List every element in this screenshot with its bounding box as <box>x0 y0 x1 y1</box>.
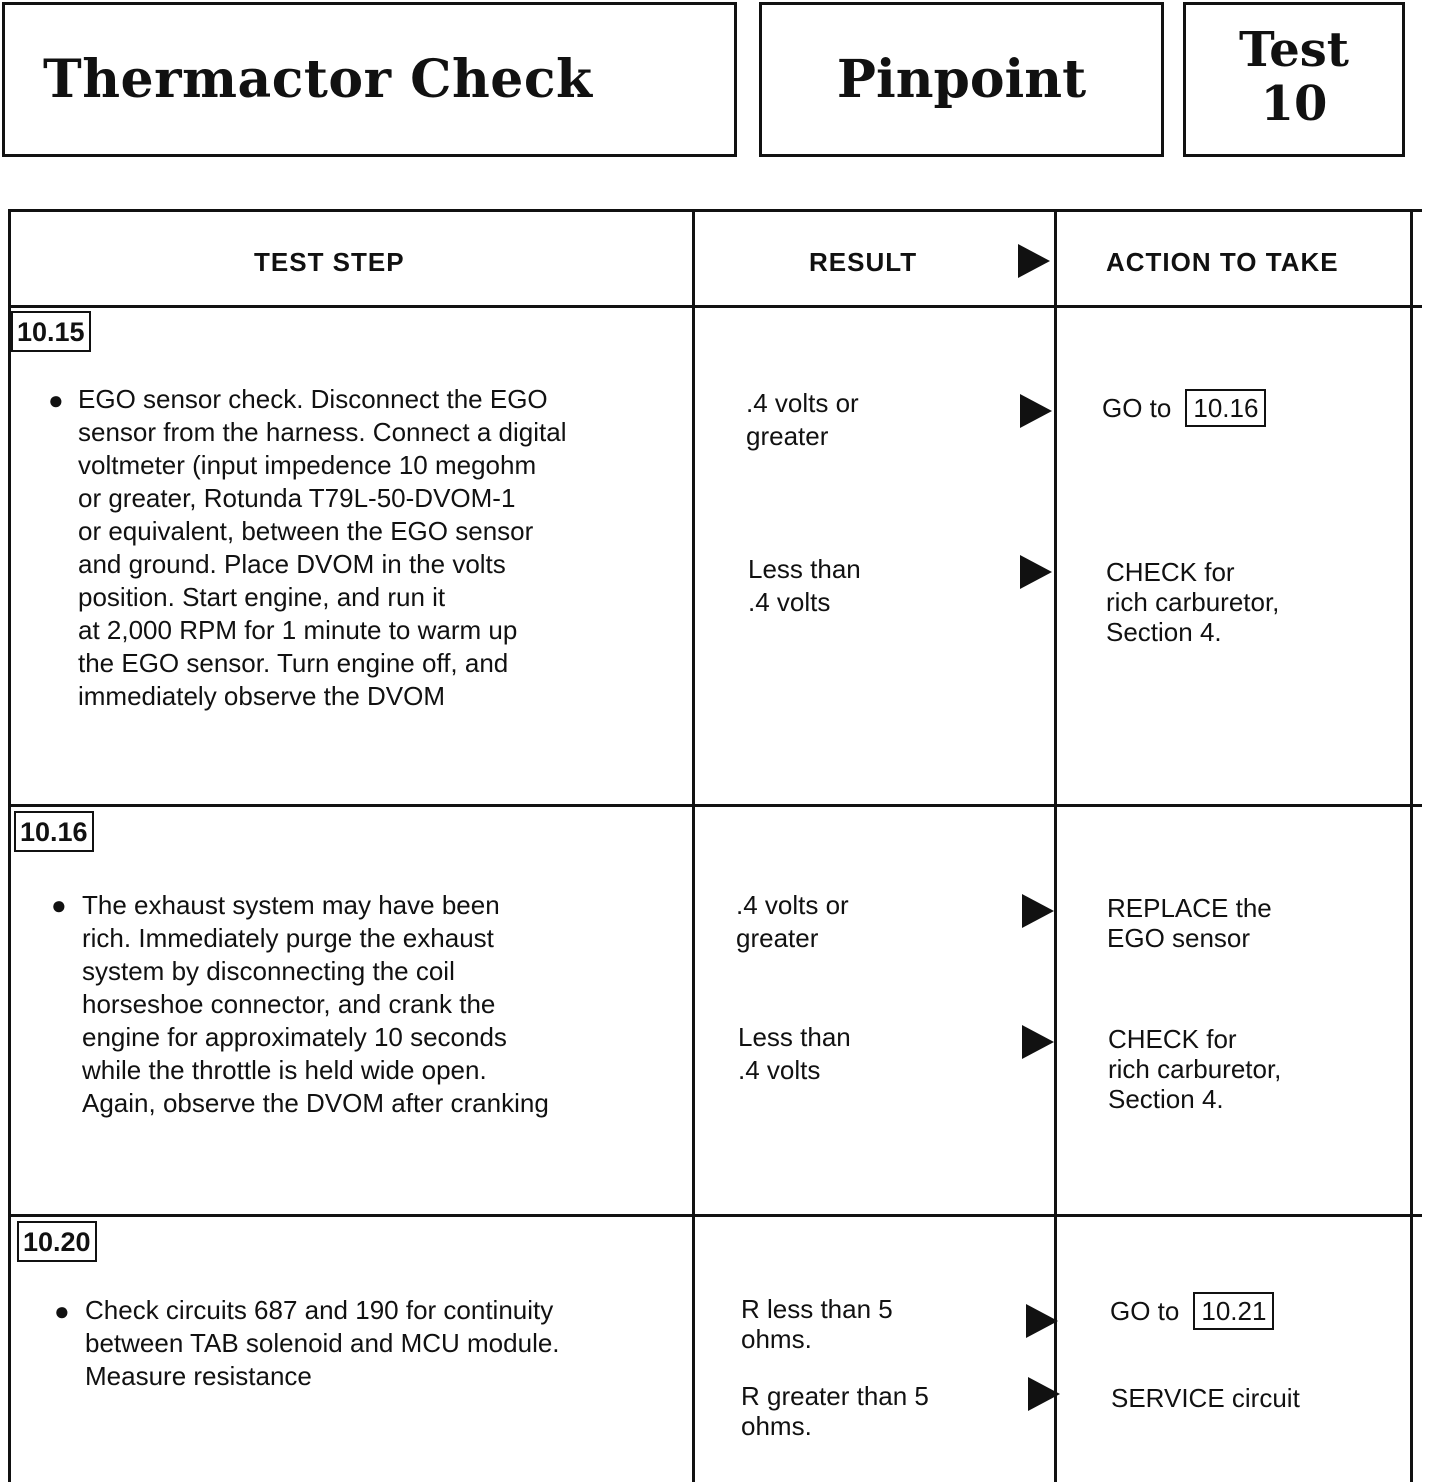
result-text: Less than .4 volts <box>748 554 861 617</box>
column-header-result: RESULT <box>809 247 918 277</box>
page-subtitle: Pinpoint <box>836 49 1087 110</box>
arrow-icon <box>1020 555 1052 589</box>
action-text: CHECK for rich carburetor, Section 4. <box>1106 557 1280 647</box>
step-instructions: The exhaust system may have been rich. Immediately purge the exhaust system by disconnecting the coil horseshoe connector, and crank the engine for approximately 10 seconds while the throttle is held wide open. Again, observe the DVOM after cranking <box>82 890 549 1118</box>
arrow-icon <box>1020 394 1052 428</box>
bullet-icon: ● <box>51 890 67 920</box>
step-instructions: EGO sensor check. Disconnect the EGO sensor from the harness. Connect a digital voltmeter (input impedence 10 megohm or greater, Rotunda T79L-50-DVOM-1 or equivalent, between the EGO sensor and ground. Place DVOM in the volts position. Start engine, and run it at 2,000 RPM for 1 minute to warm up the EGO sensor. Turn engine off, and immediately observe the DVOM <box>78 384 567 711</box>
arrow-icon <box>1026 1304 1058 1338</box>
test-number-box <box>1183 2 1405 157</box>
row-divider-1 <box>8 804 1422 807</box>
arrow-icon <box>1022 894 1054 928</box>
bullet-icon: ● <box>54 1296 70 1326</box>
row-divider-2 <box>8 1214 1422 1217</box>
action-text: SERVICE circuit <box>1111 1383 1300 1413</box>
result-text: Less than .4 volts <box>738 1022 851 1085</box>
subtitle-box <box>759 2 1164 157</box>
table-left-border <box>8 209 11 1482</box>
result-text: R greater than 5 ohms. <box>741 1381 929 1441</box>
table-right-border <box>1410 209 1413 1482</box>
arrow-icon <box>1028 1377 1060 1411</box>
header-arrow-icon <box>1018 244 1050 278</box>
action-text <box>1102 389 1266 427</box>
step-reference-badge: 10.16 <box>1185 389 1266 427</box>
column-divider-2 <box>1054 209 1057 1482</box>
test-label: Test <box>1239 22 1349 78</box>
test-step-table <box>8 209 1422 1482</box>
page-title: Thermactor Check <box>43 49 593 110</box>
step-number-badge: 10.16 <box>14 811 94 852</box>
action-text: REPLACE the EGO sensor <box>1107 893 1272 953</box>
column-header-action: ACTION TO TAKE <box>1106 247 1339 277</box>
result-text: R less than 5 ohms. <box>741 1294 893 1354</box>
title-box <box>2 2 737 157</box>
column-header-test-step: TEST STEP <box>254 247 405 277</box>
step-number-badge: 10.20 <box>17 1221 97 1262</box>
column-divider-1 <box>692 209 695 1482</box>
action-label: GO to <box>1102 393 1172 423</box>
arrow-icon <box>1022 1025 1054 1059</box>
step-instructions: Check circuits 687 and 190 for continuity between TAB solenoid and MCU module. Measure resistance <box>85 1295 560 1391</box>
table-top-border <box>8 209 1422 212</box>
action-label: GO to <box>1110 1296 1180 1326</box>
step-reference-badge: 10.21 <box>1193 1292 1274 1330</box>
action-text <box>1110 1292 1274 1330</box>
step-number-badge: 10.15 <box>11 311 91 352</box>
header-row-divider <box>8 305 1422 308</box>
result-text: .4 volts or greater <box>746 388 859 451</box>
bullet-icon: ● <box>48 385 64 415</box>
result-text: .4 volts or greater <box>736 890 849 953</box>
action-text: CHECK for rich carburetor, Section 4. <box>1108 1024 1282 1114</box>
test-number: 10 <box>1260 76 1328 132</box>
